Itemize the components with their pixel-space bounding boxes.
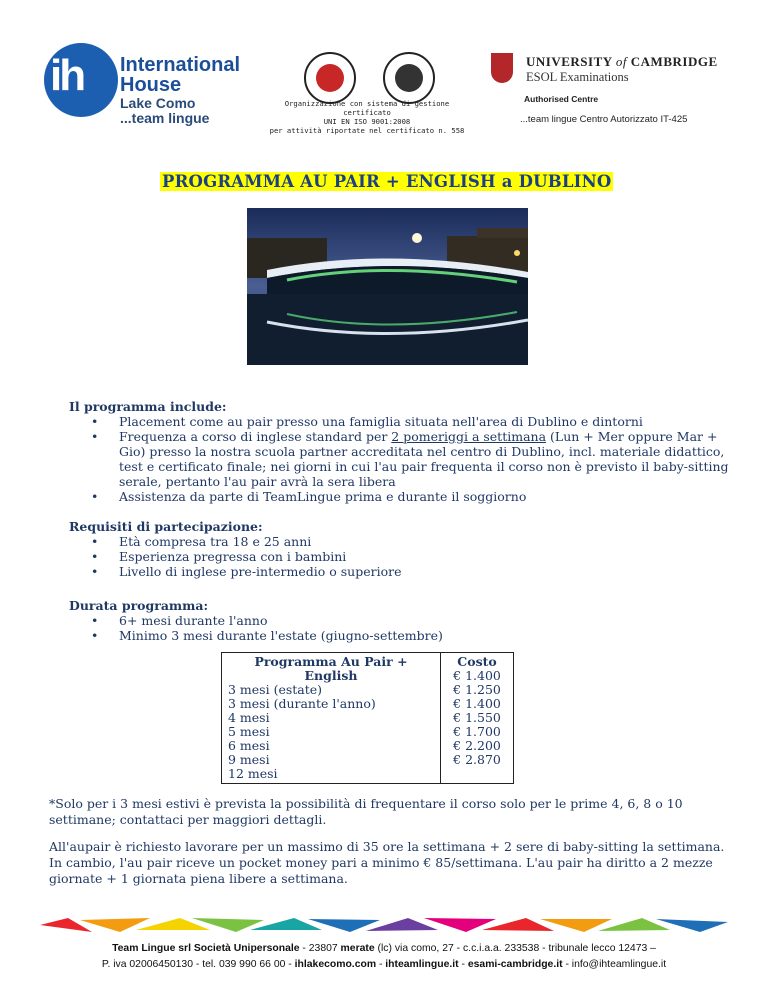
cost-cell: € 1.400 (453, 696, 501, 711)
note-line: giornate + 1 giornata piena libere a settimana. (49, 871, 348, 886)
program-includes-heading: Il programma include: (69, 399, 227, 414)
requirements-section (69, 519, 729, 579)
cam-title-cambridge: CAMBRIDGE (630, 54, 718, 69)
work-hours-note (49, 839, 729, 887)
ih-name-line2: House (120, 74, 182, 96)
iso-line3: per attività riportate nel certificato n. 558 (269, 126, 465, 135)
seal-center (395, 64, 423, 92)
cam-title-university: UNIVERSITY (526, 54, 613, 69)
footer-line1 (40, 941, 728, 957)
footer (40, 941, 728, 973)
program-cell: 4 mesi (228, 710, 270, 725)
note-line: settimane; contattaci per maggiori dettagli. (49, 812, 327, 827)
program-cell: 9 mesi (228, 752, 270, 767)
footer-company: Team Lingue srl Società Unipersonale (112, 943, 300, 954)
note-line: *Solo per i 3 mesi estivi è prevista la possibilità di frequentare il corso solo per le prime 4, 6, 8 o 10 (49, 796, 683, 811)
list-item: • 6+ mesi durante l'anno (69, 613, 729, 628)
duration-heading: Durata programma: (69, 598, 209, 613)
program-cell: 6 mesi (228, 738, 270, 753)
footer-text: P. iva 02006450130 - tel. 039 990 66 00 - (101, 959, 295, 970)
ih-sub-line2: ...team lingue (120, 110, 210, 126)
cambridge-authorised: Authorised Centre (524, 94, 599, 104)
decorative-color-stripe (40, 916, 728, 934)
list-item: • Assistenza da parte di TeamLingue prima e durante il soggiorno (69, 489, 729, 504)
footer-link-ihlakecomo[interactable]: ihlakecomo.com (294, 959, 377, 970)
cambridge-subtitle: ESOL Examinations (526, 70, 629, 84)
duration-section (69, 598, 729, 643)
footer-link-ihteamlingue[interactable]: ihteamlingue.it (385, 959, 459, 970)
page-title: PROGRAMMA AU PAIR + ENGLISH a DUBLINO (162, 172, 612, 191)
cost-cell: € 2.870 (453, 752, 501, 767)
table-header-row (222, 653, 514, 784)
item-underlined-text: 2 pomeriggi a settimana (391, 429, 547, 444)
footer-city: merate (340, 943, 375, 954)
list-item: • Esperienza pregressa con i bambini (69, 549, 729, 564)
program-includes-list (69, 414, 729, 504)
ih-logo-subtitle (120, 96, 209, 126)
program-includes-section (69, 399, 729, 504)
footer-link-esami-cambridge[interactable]: esami-cambridge.it (467, 959, 563, 970)
iso-line1: Organizzazione con sistema di gestione certificato (284, 99, 450, 117)
cam-title-of: of (615, 54, 628, 69)
requirements-list (69, 534, 729, 579)
list-item: • Età compresa tra 18 e 25 anni (69, 534, 729, 549)
price-table (221, 652, 514, 784)
certification-seal-icon (304, 52, 356, 104)
footer-separator: - (458, 959, 468, 970)
cost-cell: € 1.550 (453, 710, 501, 725)
cambridge-shield-icon (491, 53, 513, 83)
footer-text: (lc) via como, 27 - c.c.i.a.a. 233538 - tribunale lecco 12473 – (374, 943, 656, 954)
international-house-logo-mark (44, 43, 118, 117)
note-line: In cambio, l'au pair riceve un pocket money pari a minimo € 85/settimana. L'au pair ha diritto a 2 mezze (49, 855, 713, 870)
column-header-cost: Costo (457, 654, 497, 669)
footer-text: - 23807 (299, 943, 341, 954)
ih-logo-letters: ih (50, 51, 84, 100)
cost-cell: € 2.200 (453, 738, 501, 753)
column-header-program: Programma Au Pair + English (254, 654, 408, 683)
program-cell: 5 mesi (228, 724, 270, 739)
iso-certification-text (266, 99, 468, 135)
cambridge-title (526, 54, 718, 70)
cambridge-centre-text: ...team lingue Centro Autorizzato IT-425 (520, 114, 688, 125)
item-text: (Lun + Mer oppure Mar + Gio) presso la nostra scuola partner accreditata nel centro di Dublino, incl. materiale didattico, test e certificato finale; nei giorni in cui l'au pair frequenta il corso non è previsto il baby-sitting serale, pertanto l'au pair avrà la sera libera (119, 429, 729, 489)
program-cell: 3 mesi (estate) (228, 682, 323, 697)
summer-note (49, 796, 729, 828)
program-cell: 3 mesi (durante l'anno) (228, 696, 376, 711)
item-text: Frequenza a corso di inglese standard per (119, 429, 392, 444)
note-line: All'aupair è richiesto lavorare per un massimo di 35 ore la settimana + 2 sere di baby-sitting la settimana. (49, 839, 725, 854)
footer-separator: - (376, 959, 386, 970)
price-table-cell (222, 653, 441, 784)
accredia-seal-icon (383, 52, 435, 104)
cost-cell: € 1.700 (453, 724, 501, 739)
cost-cell: € 1.250 (453, 682, 501, 697)
seal-center (316, 64, 344, 92)
list-item (69, 429, 729, 489)
list-item: • Placement come au pair presso una famiglia situata nell'area di Dublino e dintorni (69, 414, 729, 429)
dublin-bridge-photo (247, 208, 528, 365)
duration-list (69, 613, 729, 643)
footer-email[interactable]: - info@ihteamlingue.it (562, 959, 667, 970)
international-house-logo-name (120, 55, 240, 95)
ih-sub-line1: Lake Como (120, 95, 196, 111)
iso-line2: UNI EN ISO 9001:2008 (323, 117, 411, 126)
footer-line2 (40, 957, 728, 973)
price-table-cell (441, 653, 514, 784)
list-item: • Minimo 3 mesi durante l'estate (giugno-settembre) (69, 628, 729, 643)
ih-name-line1: International (120, 54, 241, 76)
program-cell: 12 mesi (228, 766, 278, 781)
requirements-heading: Requisiti di partecipazione: (69, 519, 263, 534)
cost-cell: € 1.400 (453, 668, 501, 683)
list-item: • Livello di inglese pre-intermedio o superiore (69, 564, 729, 579)
